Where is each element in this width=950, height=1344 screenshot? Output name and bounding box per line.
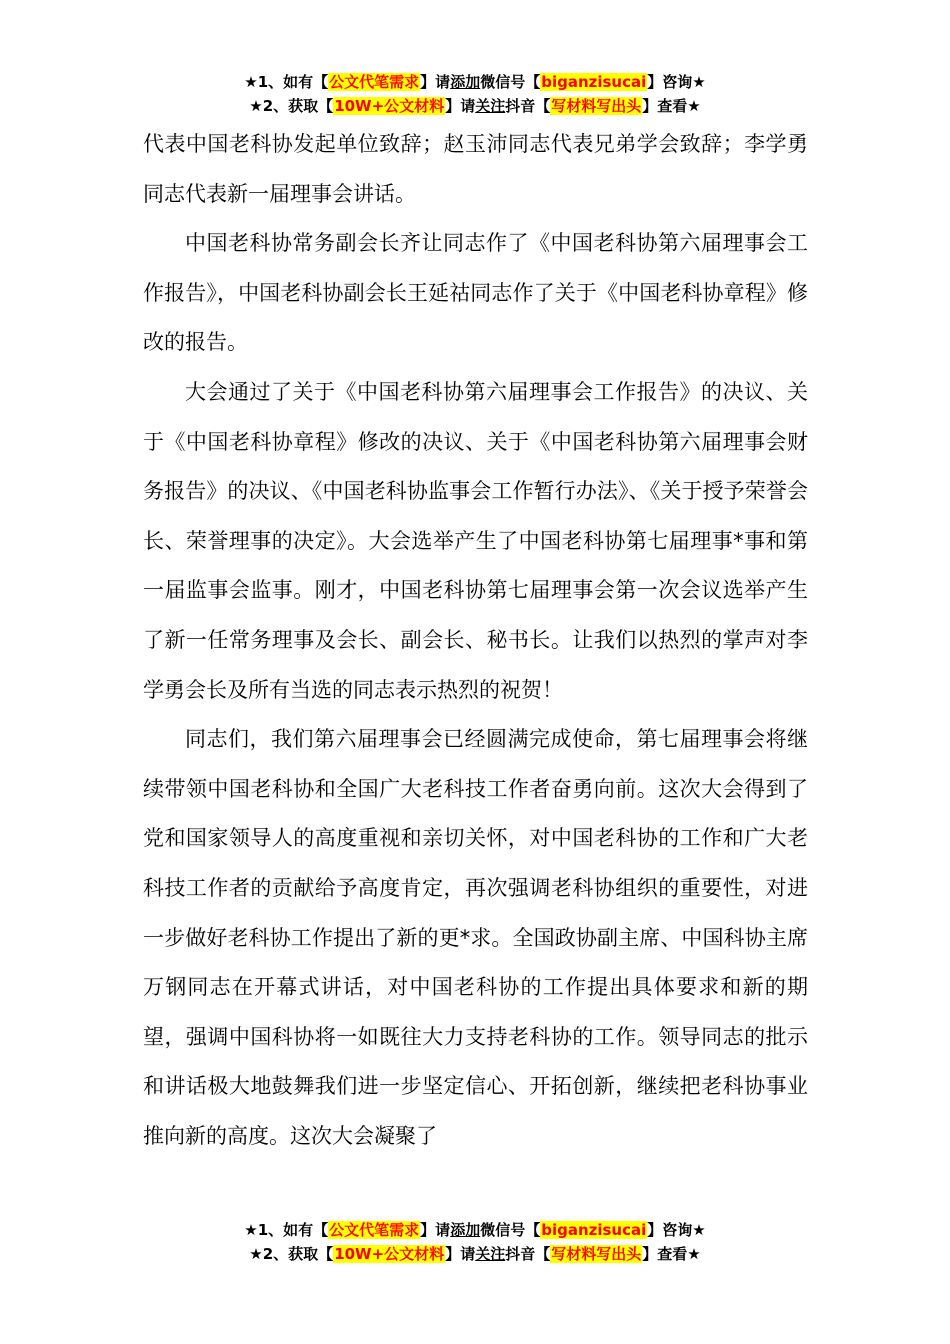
banner-highlight: biganzisucai xyxy=(541,1221,647,1239)
banner-highlight: 公文代笔需求 xyxy=(329,1221,420,1239)
banner-text: ★1、如有【 xyxy=(244,1221,329,1239)
banner-text: 】咨询★ xyxy=(647,73,706,91)
banner-text: 】请 xyxy=(445,97,476,115)
footer-banner xyxy=(0,1218,950,1266)
paragraph: 代表中国老科协发起单位致辞；赵玉沛同志代表兄弟学会致辞；李学勇同志代表新一届理事会讲话。 xyxy=(143,132,808,206)
banner-underlined: 添加 xyxy=(450,73,481,91)
banner-highlight: 10W+公文材料 xyxy=(334,97,445,115)
banner-line-2 xyxy=(0,1242,950,1266)
document-body xyxy=(143,120,808,1161)
banner-underlined: 关注 xyxy=(475,97,506,115)
banner-text: 】咨询★ xyxy=(647,1221,706,1239)
banner-text: 抖音【 xyxy=(505,97,551,115)
banner-highlight: 10W+公文材料 xyxy=(334,1245,445,1263)
paragraph: 同志们，我们第六届理事会已经圆满完成使命，第七届理事会将继续带领中国老科协和全国广大老科技工作者奋勇向前。这次大会得到了党和国家领导人的高度重视和亲切关怀，对中国老科协的工作和广大老科技工作者的贡献给予高度肯定，再次强调老科协组织的重要性，对进一步做好老科协工作提出了新的更*求。全国政协副主席、中国科协主席万钢同志在开幕式讲话，对中国老科协的工作提出具体要求和新的期望，强调中国科协将一如既往大力支持老科协的工作。领导同志的批示和讲话极大地鼓舞我们进一步坚定信心、开拓创新，继续把老科协事业推向新的高度。这次大会凝聚了 xyxy=(143,727,808,1148)
banner-highlight: 写材料写出头 xyxy=(551,1245,642,1263)
banner-text: 微信号【 xyxy=(480,1221,541,1239)
banner-text: ★2、获取【 xyxy=(249,97,334,115)
banner-text: 抖音【 xyxy=(505,1245,551,1263)
banner-highlight: 写材料写出头 xyxy=(551,97,642,115)
banner-text: 】查看★ xyxy=(642,1245,701,1263)
banner-line-1 xyxy=(0,1218,950,1242)
banner-highlight: biganzisucai xyxy=(541,73,647,91)
banner-underlined: 添加 xyxy=(450,1221,481,1239)
banner-underlined: 关注 xyxy=(475,1245,506,1263)
banner-text: ★1、如有【 xyxy=(244,73,329,91)
banner-line-2 xyxy=(0,94,950,118)
banner-text: 】请 xyxy=(420,1221,451,1239)
banner-text: 】查看★ xyxy=(642,97,701,115)
banner-line-1 xyxy=(0,70,950,94)
banner-text: ★2、获取【 xyxy=(249,1245,334,1263)
banner-highlight: 公文代笔需求 xyxy=(329,73,420,91)
header-banner xyxy=(0,70,950,118)
banner-text: 微信号【 xyxy=(480,73,541,91)
paragraph: 中国老科协常务副会长齐让同志作了《中国老科协第六届理事会工作报告》，中国老科协副会长王延祜同志作了关于《中国老科协章程》修改的报告。 xyxy=(143,231,808,355)
banner-text: 】请 xyxy=(445,1245,476,1263)
paragraph: 大会通过了关于《中国老科协第六届理事会工作报告》的决议、关于《中国老科协章程》修改的决议、关于《中国老科协第六届理事会财务报告》的决议、《中国老科协监事会工作暂行办法》、《关于授予荣誉会长、荣誉理事的决定》。大会选举产生了中国老科协第七届理事*事和第一届监事会监事。刚才，中国老科协第七届理事会第一次会议选举产生了新一任常务理事及会长、副会长、秘书长。让我们以热烈的掌声对李学勇会长及所有当选的同志表示热烈的祝贺！ xyxy=(143,379,808,702)
banner-text: 】请 xyxy=(420,73,451,91)
